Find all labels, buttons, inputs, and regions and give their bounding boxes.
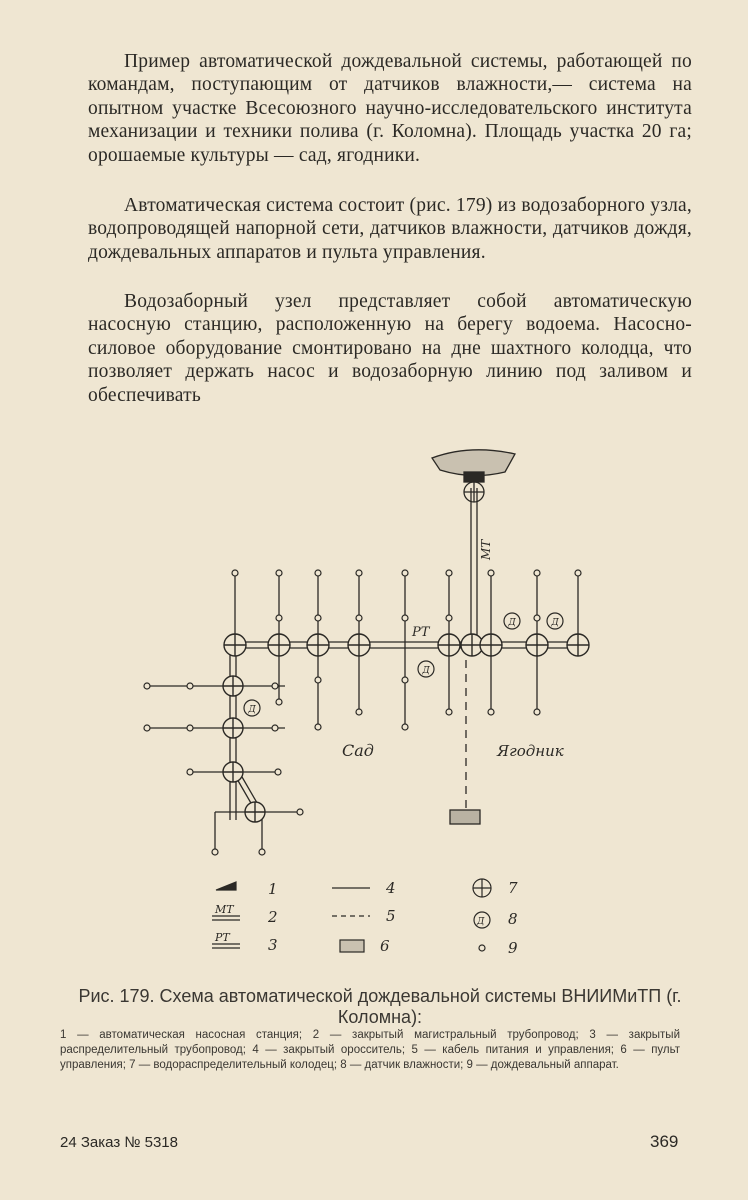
legend-mt: МТ (215, 903, 234, 916)
legend-num-7: 7 (508, 879, 518, 897)
sensor-label: Д (508, 618, 516, 628)
figure-legend (212, 879, 491, 952)
control-panel-symbol (450, 810, 480, 824)
sensor-label: Д (422, 666, 430, 676)
sprinkler-points (144, 570, 581, 855)
legend-num-9: 9 (508, 939, 518, 957)
legend-num-1: 1 (268, 880, 278, 898)
moisture-sensors (244, 613, 563, 716)
main-pipe-label: МТ (479, 539, 493, 560)
legend-num-5: 5 (386, 907, 396, 925)
legend-num-4: 4 (386, 879, 396, 897)
paragraph-system-composition: Автоматическая система состоит (рис. 179) из водозаборного узла, водопроводящей напорной сети, датчиков влажности, датчиков дождя, дождевальных аппаратов и пульта управления. (88, 195, 692, 263)
irrigation-scheme-figure (0, 440, 748, 980)
paragraph-example-system: Пример автоматической дождевальной системы, работающей по командам, поступающим от датчиков влажности,— система на опытном участке Всесоюзного научно-исследовательского института механизации и техники полива (г. Коломна). Площадь участка 20 га; орошаемые культуры — сад, ягодники. (88, 51, 692, 166)
paragraph-water-intake: Водозаборный узел представляет собой автоматическую насосную станцию, расположенную на берегу водоема. Насосно-силовое оборудование смонтировано на дне шахтного колодца, что позволяет держать насос и водозаборную линию под заливом и обеспечивать (88, 291, 692, 406)
figure-legend-text: 1 — автоматическая насосная станция; 2 — закрытый магистральный трубопровод; 3 — закрытый распределительный трубопровод; 4 — закрытый оросситель; 5 — кабель питания и управления; 6 — пульт управления; 7 — водораспределительный колодец; 8 — датчик влажности; 9 — дождевальный аппарат. (60, 1029, 680, 1071)
legend-rt: РТ (215, 931, 230, 944)
sensor-label: Д (248, 705, 256, 715)
legend-num-8: 8 (508, 910, 518, 928)
distribution-pipe-label: РТ (412, 625, 430, 640)
berry-area-label: Ягодник (497, 742, 564, 760)
figure-caption: Рис. 179. Схема автоматической дождевальной системы ВНИИМиТП (г. Коломна): (78, 986, 682, 1027)
sensor-label: Д (551, 618, 559, 628)
page-number: 369 (650, 1132, 679, 1151)
legend-num-2: 2 (268, 908, 278, 926)
garden-area-label: Сад (342, 741, 374, 760)
print-order-note: 24 Заказ № 5318 (60, 1134, 178, 1151)
legend-sensor-d: Д (477, 917, 485, 927)
legend-num-6: 6 (380, 937, 390, 955)
pump-station-symbol (464, 472, 484, 482)
legend-num-3: 3 (268, 936, 278, 954)
